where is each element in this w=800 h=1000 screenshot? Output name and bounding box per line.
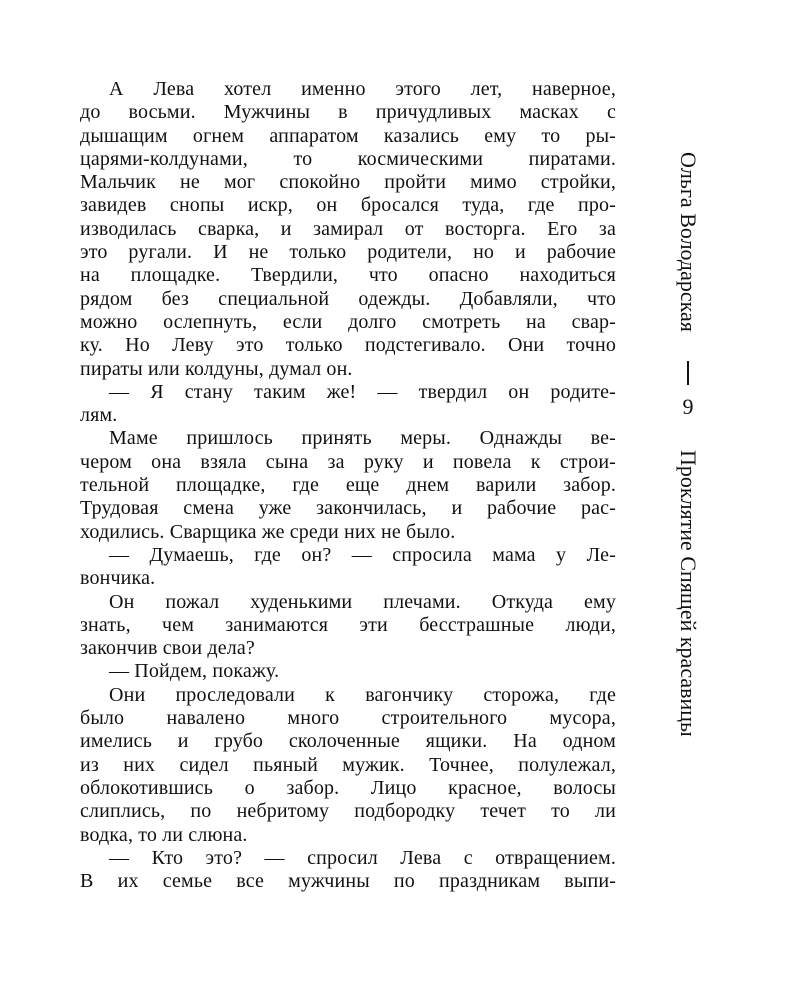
text-line: водка, то ли слюна. [80,823,248,846]
text-line: знать, чем занимаются эти бесстрашные люди, [80,613,616,636]
page-text [80,78,616,893]
text-line: Он пожал худенькими плечами. Откуда ему [109,590,616,613]
text-line: Маме пришлось принять меры. Однажды ве- [109,427,616,450]
text-line: — Пойдем, покажу. [109,660,280,683]
text-line: дышащим огнем аппаратом казались ему то ры- [80,124,616,147]
text-line: рядом без специальной одежды. Добавляли, что [80,287,616,310]
text-line: слиплись, по небритому подбородку течет то ли [80,800,616,823]
text-line: Они проследовали к вагончику сторожа, где [109,683,616,706]
text-line: изводилась сварка, и замирал от восторга. Его за [80,217,616,240]
page-number: 9 [682,394,694,419]
text-line: завидев снопы искр, он бросался туда, где про- [80,194,616,217]
text-line: из них сидел пьяный мужик. Точнее, полулежал, [80,753,616,776]
text-line: — Думаешь, где он? — спросила мама у Ле- [109,543,616,566]
text-line: можно ослепнуть, если долго смотреть на свар- [80,310,616,333]
text-line: до восьми. Мужчины в причудливых масках с [80,101,616,124]
text-line: это ругали. И не только родители, но и рабочие [80,241,616,264]
text-line: ходились. Сварщика же среди них не было. [80,520,456,543]
text-line: ку. Но Леву это только подстегивало. Они точно [80,334,616,357]
running-head [668,152,708,752]
text-line: было навалено много строительного мусора, [80,707,616,730]
text-line: А Лева хотел именно этого лет, наверное, [109,78,616,100]
text-line: — Я стану таким же! — твердил он родите- [109,380,616,403]
text-line: тельной площадке, где еще днем варили забор. [80,474,616,497]
text-line: имелись и грубо сколоченные ящики. На одном [80,730,616,753]
text-line: лям. [80,404,118,427]
text-line: чером она взяла сына за руку и повела к строи- [80,450,616,473]
text-line: — Кто это? — спросил Лева с отвращением. [109,846,616,869]
running-head-author: Ольга Володарская [676,152,701,332]
text-line: В их семье все мужчины по праздникам выпи- [80,870,616,893]
text-line: закончив свои дела? [80,637,255,660]
text-line: облокотившись о забор. Лицо красное, волосы [80,776,616,799]
text-line: Мальчик не мог спокойно пройти мимо стройки, [80,171,616,194]
text-line: на площадке. Твердили, что опасно находиться [80,264,616,287]
text-line: пираты или колдуны, думал он. [80,357,353,380]
text-line: вончика. [80,567,156,590]
text-line: царями-колдунами, то космическими пиратами. [80,147,616,170]
text-line: Трудовая смена уже закончилась, и рабочие рас- [80,497,616,520]
running-head-book-title: Проклятие Спящей красавицы [676,450,701,737]
running-head-divider [687,361,689,385]
